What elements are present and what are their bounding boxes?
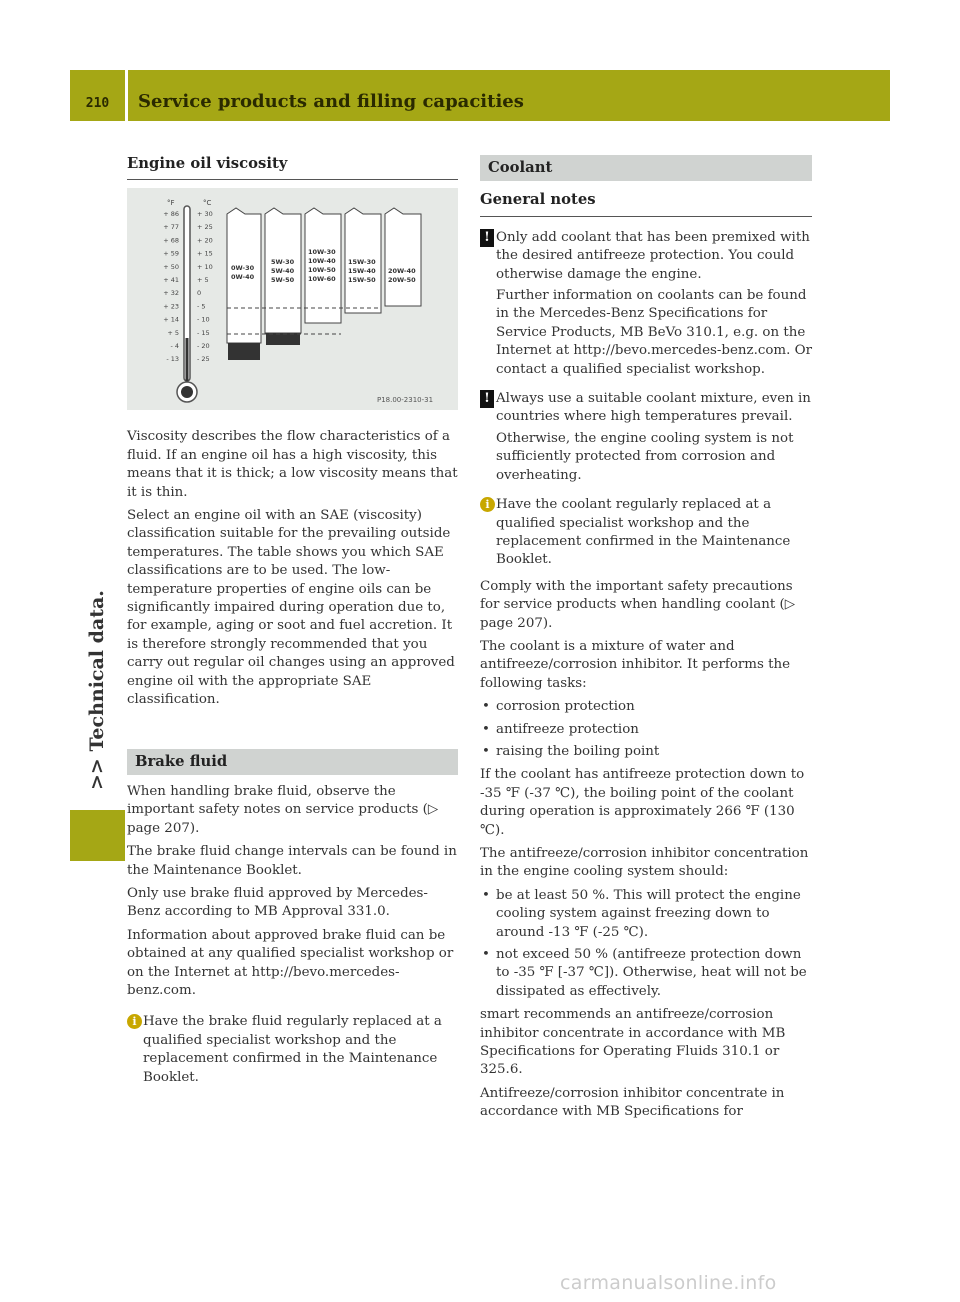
page-title: Service products and filling capacities — [138, 91, 524, 112]
warning-note — [480, 390, 812, 485]
grade-label: 5W-40 — [271, 267, 295, 276]
celsius-tick: 0 — [197, 289, 202, 298]
grade-label: 0W-30 — [231, 264, 255, 273]
celsius-label: °C — [203, 199, 212, 208]
info-note — [127, 1013, 458, 1087]
info-icon: i — [127, 1014, 142, 1029]
side-tab-marker — [70, 810, 125, 861]
grade-label: 10W-40 — [308, 257, 336, 266]
paragraph: When handling brake fluid, observe the important safety notes on service products (▷ page 207). — [127, 783, 439, 836]
celsius-tick: + 25 — [197, 223, 213, 232]
grade-label: 10W-30 — [308, 248, 336, 257]
fahrenheit-tick: + 50 — [163, 263, 179, 272]
grade-label: 0W-40 — [231, 273, 255, 282]
info-note — [480, 496, 812, 570]
grade-label: 10W-60 — [308, 275, 336, 284]
grade-label: 15W-40 — [348, 267, 376, 276]
general-notes-heading: General notes — [480, 191, 812, 216]
fahrenheit-tick: + 68 — [163, 236, 179, 245]
paragraph: If the coolant has antifreeze protection down to -35 ℉ (-37 ℃), the boiling point of the coolant during operation is approximately 266 ℉ (130 ℃). — [480, 767, 805, 838]
list-item: • corrosion protection — [480, 698, 812, 716]
left-column — [127, 155, 458, 1092]
coolant-heading: Coolant — [480, 155, 812, 181]
task-list — [480, 698, 812, 761]
paragraph: Select an engine oil with an SAE (viscosity) classification suitable for the prevailing outside temperatures. The table shows you which SAE classifications are to be used. The low-temperature properties of engine oils can be significantly impaired during operation due to, for example, aging or soot and fuel accretion. It is therefore strongly recommended that you carry out regular oil changes using an approved engine oil with the appropriate SAE classification. — [127, 508, 455, 708]
paragraph: Only use brake fluid approved by Mercedes-Benz according to MB Approval 331.0. — [127, 885, 428, 920]
fahrenheit-tick: + 32 — [163, 289, 179, 298]
fahrenheit-tick: + 23 — [163, 302, 179, 311]
grade-label: 20W-40 — [388, 267, 416, 276]
warning-icon: ! — [480, 390, 494, 408]
celsius-tick: - 5 — [197, 302, 206, 311]
watermark: carmanualsonline.info — [560, 1272, 777, 1294]
celsius-tick: + 5 — [197, 276, 209, 285]
viscosity-chart-svg — [127, 188, 458, 410]
warning-text: Otherwise, the engine cooling system is not sufficiently protected from corrosion and overheating. — [496, 430, 794, 483]
paragraph: Comply with the important safety precautions for service products when handling coolant (▷ page 207). — [480, 578, 796, 631]
warning-text: Always use a suitable coolant mixture, even in countries where high temperatures prevail. — [496, 391, 811, 425]
list-item: • be at least 50 %. This will protect the engine cooling system against freezing down to around -13 ℉ (-25 ℃). — [480, 887, 812, 942]
info-note-text: Have the brake fluid regularly replaced at a qualified specialist workshop and the replacement confirmed in the Maintenance Booklet. — [143, 1014, 442, 1085]
celsius-tick: - 25 — [197, 355, 210, 364]
list-item: • raising the boiling point — [480, 743, 812, 761]
fahrenheit-tick: + 41 — [163, 276, 179, 285]
celsius-tick: - 10 — [197, 316, 210, 325]
header-separator — [125, 70, 128, 121]
info-note-text: Have the coolant regularly replaced at a qualified specialist workshop and the replacement confirmed in the Maintenance Booklet. — [496, 497, 791, 568]
grade-label: 15W-50 — [348, 276, 376, 285]
side-tab-label: >> Technical data. — [86, 590, 108, 790]
brake-fluid-heading: Brake fluid — [127, 749, 458, 775]
grade-label: 10W-50 — [308, 266, 336, 275]
viscosity-chart — [127, 188, 458, 410]
fahrenheit-label: °F — [167, 199, 175, 208]
grade-label: 5W-50 — [271, 276, 295, 285]
celsius-tick: - 20 — [197, 342, 210, 351]
concentration-list — [480, 887, 812, 1001]
warning-text: Further information on coolants can be found in the Mercedes-Benz Specifications for Service Products, MB BeVo 310.1, e.g. on the Internet at http://bevo.mercedes-benz.com. Or contact a qualified specialist workshop. — [496, 288, 812, 377]
list-item: • not exceed 50 % (antifreeze protection down to -35 ℉ [-37 ℃]). Otherwise, heat will not be dissipated as effectively. — [480, 946, 812, 1001]
paragraph: Viscosity describes the flow characteristics of a fluid. If an engine oil has a high viscosity, this means that it is thick; a low viscosity means that it is thin. — [127, 429, 458, 500]
figure-code: P18.00-2310-31 — [377, 396, 434, 405]
warning-icon: ! — [480, 229, 494, 247]
right-column — [480, 155, 812, 1127]
paragraph: smart recommends an antifreeze/corrosion inhibitor concentrate in accordance with MB Specifications for Operating Fluids 310.1 or 325.6. — [480, 1007, 786, 1078]
page-number: 210 — [85, 96, 110, 111]
engine-oil-heading: Engine oil viscosity — [127, 155, 458, 180]
celsius-tick: + 30 — [197, 210, 213, 219]
fahrenheit-tick: - 13 — [166, 355, 179, 364]
grade-label: 5W-30 — [271, 258, 295, 267]
grade-label: 20W-50 — [388, 276, 416, 285]
paragraph: The brake fluid change intervals can be found in the Maintenance Booklet. — [127, 844, 457, 878]
grade-bar-20w — [385, 208, 421, 306]
celsius-tick: + 20 — [197, 236, 213, 245]
paragraph: The coolant is a mixture of water and antifreeze/corrosion inhibitor. It performs the following tasks: — [480, 638, 791, 691]
paragraph: Information about approved brake fluid can be obtained at any qualified specialist workshop or on the Internet at http://bevo.mercedes-benz.com. — [127, 927, 454, 998]
grade-label: 15W-30 — [348, 258, 376, 267]
paragraph: The antifreeze/corrosion inhibitor concentration in the engine cooling system should: — [480, 846, 809, 880]
celsius-tick: - 15 — [197, 329, 210, 338]
celsius-tick: + 15 — [197, 250, 213, 259]
fahrenheit-tick: - 4 — [170, 342, 179, 351]
warning-note — [480, 229, 812, 379]
paragraph: Antifreeze/corrosion inhibitor concentrate in accordance with MB Specifications for — [480, 1085, 785, 1120]
list-item: • antifreeze protection — [480, 721, 812, 739]
fahrenheit-tick: + 14 — [163, 316, 179, 325]
fahrenheit-tick: + 59 — [163, 250, 179, 259]
grade-bar-0w — [227, 208, 261, 360]
fahrenheit-tick: + 5 — [167, 329, 179, 338]
fahrenheit-tick: + 77 — [163, 223, 179, 232]
info-icon: i — [480, 497, 495, 512]
warning-text: Only add coolant that has been premixed with the desired antifreeze protection. You could otherwise damage the engine. — [496, 229, 810, 282]
celsius-tick: + 10 — [197, 263, 213, 272]
fahrenheit-tick: + 86 — [163, 210, 179, 219]
